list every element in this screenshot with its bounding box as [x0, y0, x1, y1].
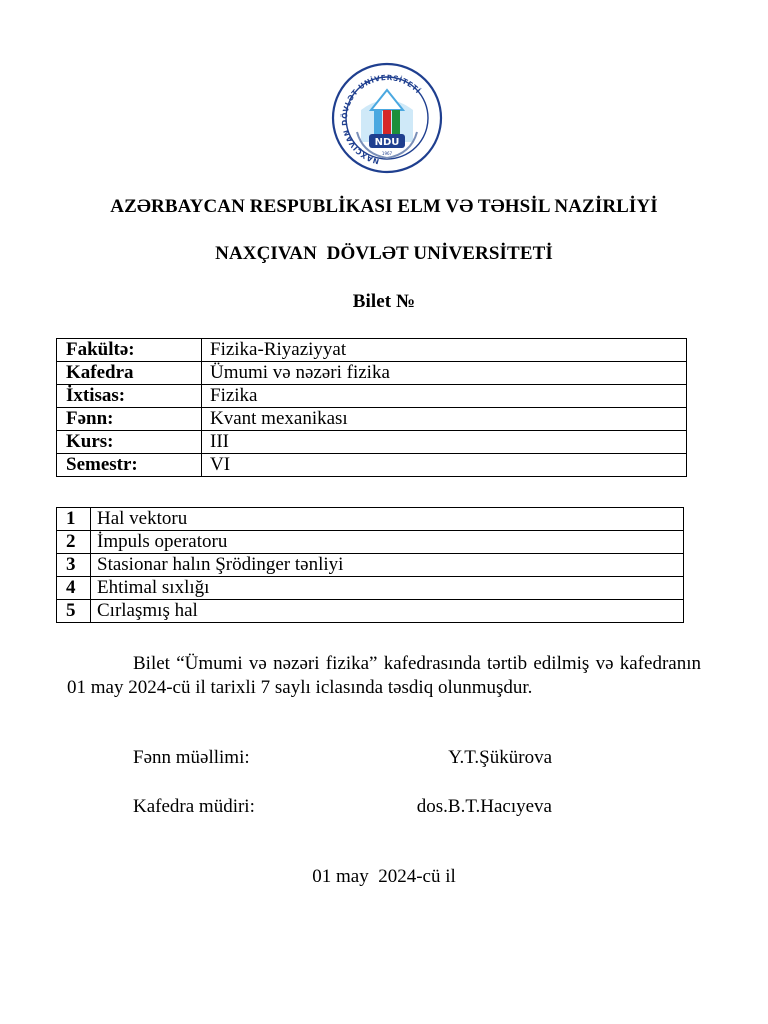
table-row	[57, 600, 684, 623]
question-text: Ehtimal sıxlığı	[91, 577, 684, 600]
ticket-heading: Bilet №	[352, 291, 416, 312]
document-date: 01 may 2024-cü il	[312, 866, 456, 887]
table-row	[57, 554, 684, 577]
teacher-name: Y.T.Şükürova	[448, 747, 552, 768]
question-text: Hal vektoru	[91, 508, 684, 531]
info-value-subject: Kvant mexanikası	[202, 408, 687, 431]
info-value-specialty: Fizika	[202, 385, 687, 408]
question-number: 2	[57, 531, 91, 554]
question-number: 4	[57, 577, 91, 600]
table-row	[57, 362, 687, 385]
table-row	[57, 454, 687, 477]
question-number: 3	[57, 554, 91, 577]
info-key-specialty: İxtisas:	[57, 385, 202, 408]
logo-badge-text: NDU	[374, 137, 400, 148]
question-text: Stasionar halın Şrödinger tənliyi	[91, 554, 684, 577]
info-value-department: Ümumi və nəzəri fizika	[202, 362, 687, 385]
info-key-subject: Fənn:	[57, 408, 202, 431]
university-heading: NAXÇIVAN DÖVLƏT UNİVERSİTETİ	[215, 243, 553, 264]
course-info-table	[56, 338, 687, 477]
info-key-faculty: Fakültə:	[57, 339, 202, 362]
question-number: 1	[57, 508, 91, 531]
question-text: İmpuls operatoru	[91, 531, 684, 554]
info-value-faculty: Fizika-Riyaziyyat	[202, 339, 687, 362]
table-row	[57, 531, 684, 554]
question-text: Cırlaşmış hal	[91, 600, 684, 623]
ministry-heading: AZƏRBAYCAN RESPUBLİKASI ELM VƏ TƏHSİL NAZİRLİYİ	[110, 196, 658, 217]
info-key-semester: Semestr:	[57, 454, 202, 477]
info-key-course: Kurs:	[57, 431, 202, 454]
teacher-role: Fənn müəllimi:	[133, 747, 250, 768]
question-number: 5	[57, 600, 91, 623]
table-row	[57, 339, 687, 362]
approval-paragraph: Bilet “Ümumi və nəzəri fizika” kafedrasında tərtib edilmiş və kafedranın 01 may 2024-cü il tarixli 7 saylı iclasında təsdiq olunmuşdur.	[67, 653, 701, 698]
questions-table	[56, 507, 684, 623]
info-value-course: III	[202, 431, 687, 454]
info-value-semester: VI	[202, 454, 687, 477]
table-row	[57, 408, 687, 431]
university-logo	[327, 62, 447, 174]
head-role: Kafedra müdiri:	[133, 796, 255, 817]
logo-ring-text: NAXÇIVAN DÖVLƏT UNİVERSİTETİ	[339, 72, 423, 167]
table-row	[57, 431, 687, 454]
table-row	[57, 577, 684, 600]
info-key-department: Kafedra	[57, 362, 202, 385]
table-row	[57, 508, 684, 531]
table-row	[57, 385, 687, 408]
head-name: dos.B.T.Hacıyeva	[416, 796, 552, 817]
logo-year-text: 1967	[381, 151, 393, 156]
